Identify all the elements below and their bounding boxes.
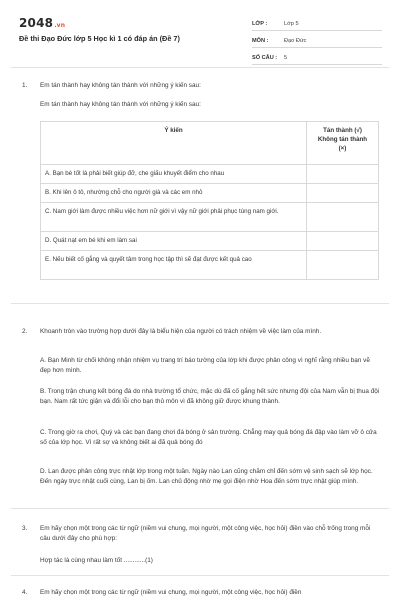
opinion-cell: B. Khi lên ô tô, nhường chỗ cho người già và các em nhỏ (41, 184, 307, 203)
answer-option-d[interactable]: D. Lan được phân công trực nhật lớp trong một tuần. Ngày nào Lan cũng chăm chỉ đến sớm vệ sinh sạch sẽ lớp học. Đến ngày trực nhật cuối cùng, Lan bị ốm. Lan chủ động nhờ mẹ gọi điện nhờ Hoa đến sớm trực nhật giúp mình. (40, 468, 373, 486)
answer-cell[interactable] (307, 184, 379, 203)
opinion-cell: D. Quát nạt em bé khi em làm sai (41, 232, 307, 251)
meta-label: SỐ CÂU : (252, 55, 278, 61)
answer-option-b[interactable]: B. Trong trận chung kết bóng đá do nhà trường tổ chức, mặc dù đã cố gắng hết sức nhưng đội của Nam vẫn bị thua đội bạn. Nam rất tức giận và đổi lỗi cho bạn thủ môn vì đã không giữ được khung thành. (40, 388, 380, 406)
table-row (41, 251, 379, 280)
column-header-opinion: Ý kiến (41, 122, 307, 165)
table-header-row (41, 122, 379, 165)
meta-value: Lớp 5 (284, 21, 299, 27)
table-row (41, 184, 379, 203)
answer-cell[interactable] (307, 203, 379, 232)
question-number: 1. (22, 82, 28, 89)
divider (11, 575, 389, 576)
question-text: Em hãy chọn một trong các từ ngữ (niềm vui chung, mọi người, một công việc, học hỏi) điền vào chỗ trống trong mỗi câu dưới đây cho phù hợp: (40, 525, 371, 542)
site-logo[interactable] (19, 16, 65, 30)
meta-value: Đạo Đức (284, 38, 307, 44)
question-text: Khoanh tròn vào trường hợp dưới đây là biểu hiện của người có trách nhiệm về việc làm của mình. (40, 328, 322, 335)
meta-label: LỚP : (252, 21, 268, 27)
page-header (0, 0, 400, 66)
answer-option-a[interactable]: A. Bạn Minh từ chối không nhận nhiệm vụ trang trí báo tường của lớp khi được phân công vì nghĩ rằng nhiều bạn vẽ đẹp hơn mình. (40, 357, 370, 375)
meta-info (252, 14, 382, 65)
meta-label: MÔN : (252, 38, 269, 44)
document-title: Đề thi Đạo Đức lớp 5 Học kì 1 có đáp án (Đề 7) (19, 34, 180, 43)
divider (11, 303, 389, 304)
answer-cell[interactable] (307, 165, 379, 184)
question-number: 2. (22, 328, 28, 335)
opinion-table (40, 121, 379, 280)
question-text: Em hãy chọn một trong các từ ngữ (niềm vui chung, mọi người, một công việc, học hỏi) điền (40, 589, 302, 596)
answer-cell[interactable] (307, 251, 379, 280)
question-number: 3. (22, 525, 28, 532)
fill-in-blank[interactable]: Hợp tác là cùng nhau làm tốt ............(1) (40, 557, 153, 564)
meta-value: 5 (284, 55, 288, 61)
meta-row-class (252, 14, 382, 31)
opinion-cell: C. Nam giới làm được nhiều việc hơn nữ giới vì vậy nữ giới phải phục tùng nam giới. (41, 203, 307, 232)
logo-suffix: .vn (54, 22, 66, 29)
opinion-cell: A. Bạn bè tốt là phải biết giúp đỡ, che giấu khuyết điểm cho nhau (41, 165, 307, 184)
question-number: 4. (22, 589, 28, 596)
opinion-cell: E. Nếu biết cố gắng và quyết tâm trong học tập thì sẽ đạt được kết quả cao (41, 251, 307, 280)
table-row (41, 232, 379, 251)
logo-text: 2048 (19, 16, 54, 30)
question-intro: Em tán thành hay không tán thành với những ý kiến sau: (40, 101, 201, 108)
answer-cell[interactable] (307, 232, 379, 251)
table-row (41, 203, 379, 232)
question-text: Em tán thành hay không tán thành với những ý kiến sau: (40, 82, 201, 89)
meta-row-count (252, 48, 382, 65)
table-row (41, 165, 379, 184)
divider (11, 67, 389, 68)
column-header-agree: Tán thành (√) Không tán thành (×) (307, 122, 379, 165)
divider (11, 508, 389, 509)
answer-option-c[interactable]: C. Trong giờ ra chơi, Quý và các bạn đang chơi đá bóng ở sân trường. Chẳng may quả bóng đá đập vào làm vỡ ô cửa số của lớp học. Vì rất sợ và không biết ai đã quả bóng đó (40, 429, 377, 447)
meta-row-subject (252, 31, 382, 48)
